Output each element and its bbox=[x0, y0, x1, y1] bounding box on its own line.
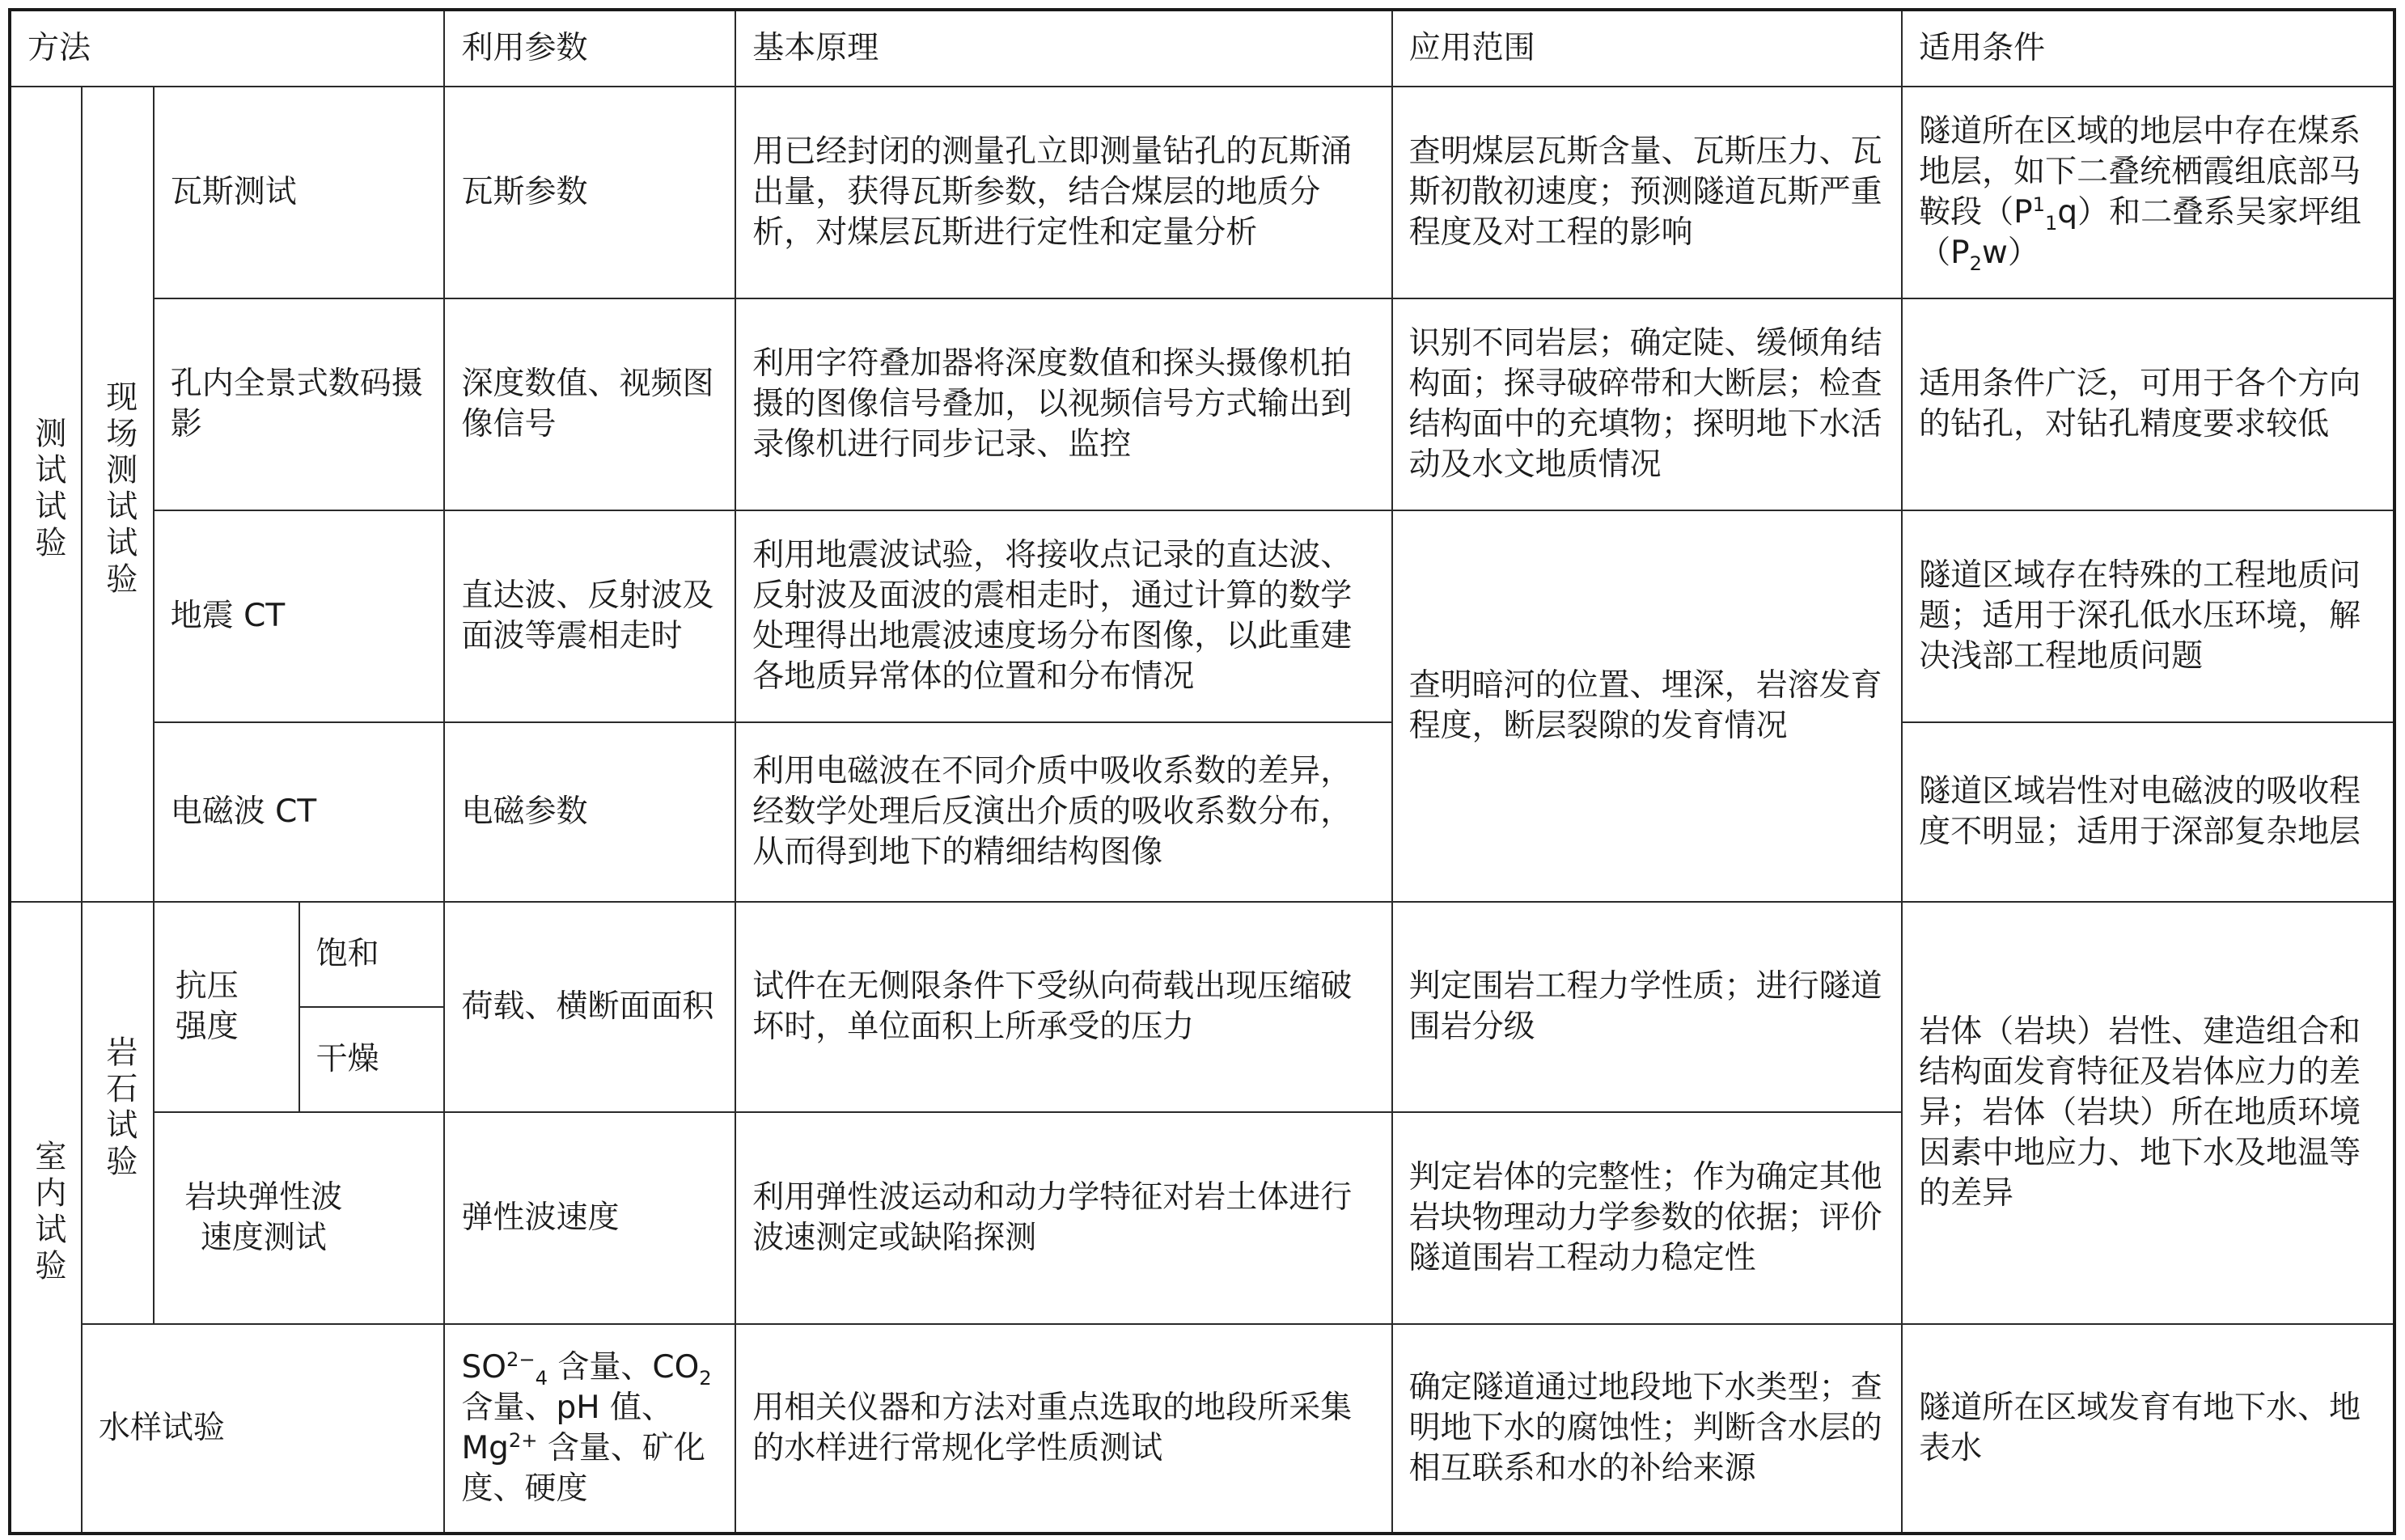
param-compress: 荷载、横断面面积 bbox=[444, 902, 735, 1112]
table-row bbox=[10, 510, 2394, 722]
condition-seismic: 隧道区域存在特殊的工程地质问题；适用于深孔低水压环境，解决浅部工程地质问题 bbox=[1902, 510, 2394, 722]
method-em: 电磁波 CT bbox=[154, 722, 445, 902]
group-lab-label: 室内试验 bbox=[29, 1139, 66, 1285]
principle-camera: 利用字符叠加器将深度数值和探头摄像机拍摄的图像信号叠加，以视频信号方式输出到录像机进行同步记录、监控 bbox=[735, 298, 1391, 510]
method-compress: 抗压强度 bbox=[154, 902, 299, 1112]
condition-em: 隧道区域岩性对电磁波的吸收程度不明显；适用于深部复杂地层 bbox=[1902, 722, 2394, 902]
scope-water: 确定隧道通过地段地下水类型；查明地下水的腐蚀性；判断含水层的相互联系和水的补给来源 bbox=[1392, 1324, 1903, 1534]
method-elastic: 岩块弹性波速度测试 bbox=[154, 1112, 445, 1324]
group-rock bbox=[82, 902, 154, 1324]
scope-elastic: 判定岩体的完整性；作为确定其他岩块物理动力学参数的依据；评价隧道围岩工程动力稳定性 bbox=[1392, 1112, 1903, 1324]
table-row bbox=[10, 902, 2394, 1007]
table-row bbox=[10, 722, 2394, 902]
group-test-label: 测试试验 bbox=[29, 416, 66, 562]
method-gas: 瓦斯测试 bbox=[154, 87, 445, 298]
scope-gas: 查明煤层瓦斯含量、瓦斯压力、瓦斯初散初速度；预测隧道瓦斯严重程度及对工程的影响 bbox=[1392, 87, 1903, 298]
header-row bbox=[10, 10, 2394, 87]
method-camera: 孔内全景式数码摄影 bbox=[154, 298, 445, 510]
param-camera: 深度数值、视频图像信号 bbox=[444, 298, 735, 510]
header-principle: 基本原理 bbox=[735, 10, 1391, 87]
param-water: $SO^{2-}_4$ 含量、$CO_2$ 含量、pH 值、$Mg^{2+}$ 含量、矿化度、硬度 bbox=[444, 1324, 735, 1534]
method-water: 水样试验 bbox=[82, 1324, 445, 1534]
principle-em: 利用电磁波在不同介质中吸收系数的差异，经数学处理后反演出介质的吸收系数分布，从而得到地下的精细结构图像 bbox=[735, 722, 1391, 902]
header-param: 利用参数 bbox=[444, 10, 735, 87]
group-rock-label: 岩石试验 bbox=[100, 1034, 138, 1181]
table-row bbox=[10, 298, 2394, 510]
method-seismic: 地震 CT bbox=[154, 510, 445, 722]
condition-gas: 隧道所在区域的地层中存在煤系地层，如下二叠统栖霞组底部马鞍段$(P^1_1q)$和二叠系吴家坪组$(P_2w)$ bbox=[1902, 87, 2394, 298]
param-em: 电磁参数 bbox=[444, 722, 735, 902]
group-test bbox=[10, 87, 82, 902]
table-row bbox=[10, 1324, 2394, 1534]
method-compress-sat: 饱和 bbox=[299, 902, 445, 1007]
scope-compress: 判定围岩工程力学性质；进行隧道围岩分级 bbox=[1392, 902, 1903, 1112]
principle-gas: 用已经封闭的测量孔立即测量钻孔的瓦斯涌出量，获得瓦斯参数，结合煤层的地质分析，对煤层瓦斯进行定性和定量分析 bbox=[735, 87, 1391, 298]
scope-seismic-em: 查明暗河的位置、埋深，岩溶发育程度，断层裂隙的发育情况 bbox=[1392, 510, 1903, 902]
group-field bbox=[82, 87, 154, 902]
principle-water: 用相关仪器和方法对重点选取的地段所采集的水样进行常规化学性质测试 bbox=[735, 1324, 1391, 1534]
header-scope: 应用范围 bbox=[1392, 10, 1903, 87]
scope-camera: 识别不同岩层；确定陡、缓倾角结构面；探寻破碎带和大断层；检查结构面中的充填物；探明地下水活动及水文地质情况 bbox=[1392, 298, 1903, 510]
methods-table bbox=[8, 8, 2396, 1535]
group-lab bbox=[10, 902, 82, 1534]
param-gas: 瓦斯参数 bbox=[444, 87, 735, 298]
principle-elastic: 利用弹性波运动和动力学特征对岩土体进行波速测定或缺陷探测 bbox=[735, 1112, 1391, 1324]
principle-seismic: 利用地震波试验，将接收点记录的直达波、反射波及面波的震相走时，通过计算的数学处理得出地震波速度场分布图像，以此重建各地质异常体的位置和分布情况 bbox=[735, 510, 1391, 722]
condition-water: 隧道所在区域发育有地下水、地表水 bbox=[1902, 1324, 2394, 1534]
param-elastic: 弹性波速度 bbox=[444, 1112, 735, 1324]
param-seismic: 直达波、反射波及面波等震相走时 bbox=[444, 510, 735, 722]
condition-camera: 适用条件广泛，可用于各个方向的钻孔，对钻孔精度要求较低 bbox=[1902, 298, 2394, 510]
header-method: 方法 bbox=[10, 10, 444, 87]
condition-rock: 岩体（岩块）岩性、建造组合和结构面发育特征及岩体应力的差异；岩体（岩块）所在地质环境因素中地应力、地下水及地温等的差异 bbox=[1902, 902, 2394, 1324]
method-compress-dry: 干燥 bbox=[299, 1007, 445, 1112]
group-field-label: 现场测试试验 bbox=[100, 379, 138, 599]
table-row bbox=[10, 87, 2394, 298]
principle-compress: 试件在无侧限条件下受纵向荷载出现压缩破坏时，单位面积上所承受的压力 bbox=[735, 902, 1391, 1112]
header-condition: 适用条件 bbox=[1902, 10, 2394, 87]
